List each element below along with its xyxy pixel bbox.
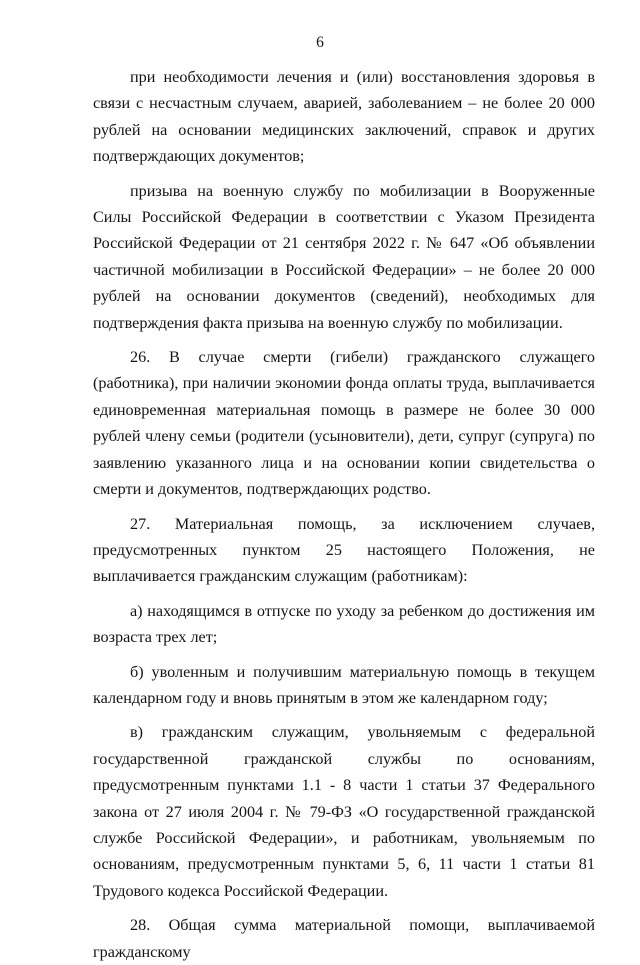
page-number: 6 [316,34,324,51]
paragraph-item-28: 28. Общая сумма материальной помощи, выплачиваемой гражданскому [93,916,595,961]
paragraph-mobilization: призыва на военную службу по мобилизации в Вооруженные Силы Российской Федерации в соответствии с Указом Президента Российской Федерации от 21 сентября 2022 г. № 647 «Об объявлении частичной мобилизации в Российской Федерации» – не более 20 000 рублей на основании документов (сведений), необходимых для подтверждения факта призыва на военную службу по мобилизации. [93,181,595,332]
document-body [93,64,595,965]
paragraph-item-26: 26. В случае смерти (гибели) гражданского служащего (работника), при наличии экономии фонда оплаты труда, выплачивается единовременная материальная помощь в размере не более 30 000 рублей члену семьи (родители (усыновители), дети, супруг (супруга) по заявлению указанного лица и на основании копии свидетельства о смерти и документов, подтверждающих родство. [93,348,595,499]
paragraph-item-27b: б) уволенным и получившим материальную помощь в текущем календарном году и вновь принятым в этом же календарном году; [93,662,595,707]
paragraph-item-27: 27. Материальная помощь, за исключением случаев, предусмотренных пунктом 25 настоящего Положения, не выплачивается гражданским служащим (работникам): [93,514,595,586]
paragraph-item-27a: а) находящимся в отпуске по уходу за ребенком до достижения им возраста трех лет; [93,601,595,647]
paragraph-item-27v: в) гражданским служащим, увольняемым с федеральной государственной гражданской службы по основаниям, предусмотренным пунктами 1.1 - 8 части 1 статьи 37 Федерального закона от 27 июля 2004 г. № 79-ФЗ «О государственной гражданской службе Российской Федерации», и работникам, увольняемым по основаниям, предусмотренным пунктами 5, 6, 11 части 1 статьи 81 Трудового кодекса Российской Федерации. [93,723,595,900]
paragraph-medical-aid: при необходимости лечения и (или) восстановления здоровья в связи с несчастным случаем, аварией, заболеванием – не более 20 000 рублей на основании медицинских заключений, справок и других подтверждающих документов; [93,68,595,166]
